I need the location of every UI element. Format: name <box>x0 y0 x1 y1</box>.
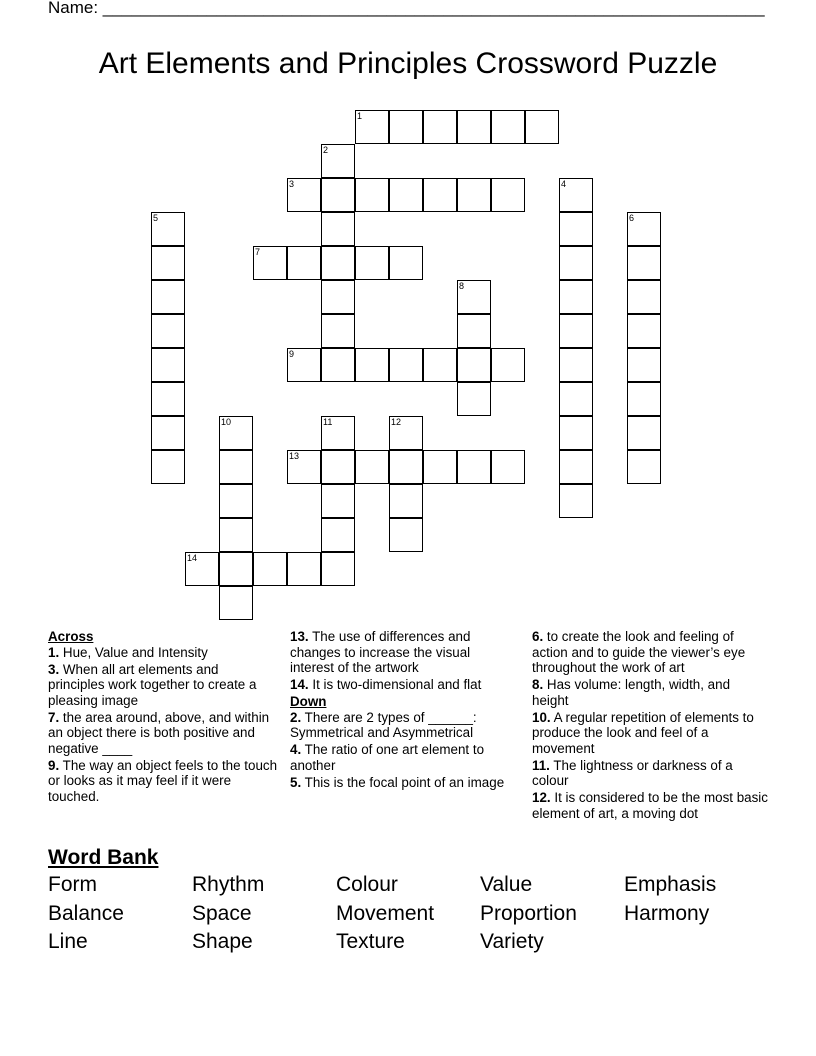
down-clue-2: 2. There are 2 types of ______: Symmetrical and Asymmetrical <box>290 709 477 740</box>
crossword-cell[interactable] <box>219 552 253 586</box>
crossword-cell[interactable] <box>457 382 491 416</box>
crossword-cell[interactable] <box>219 484 253 518</box>
crossword-cell[interactable] <box>287 246 321 280</box>
clues-column-3 <box>532 629 768 823</box>
word-bank-word: Proportion <box>480 902 577 925</box>
cell-number: 6 <box>629 213 635 223</box>
crossword-cell[interactable] <box>389 484 423 518</box>
crossword-cell[interactable] <box>321 348 355 382</box>
crossword-cell[interactable] <box>627 450 661 484</box>
across-clue-1: 1. Hue, Value and Intensity <box>48 644 208 660</box>
down-clue-4: 4. The ratio of one art element to another <box>290 742 485 773</box>
crossword-cell[interactable] <box>151 348 185 382</box>
crossword-cell[interactable] <box>355 110 389 144</box>
crossword-cell[interactable] <box>457 348 491 382</box>
crossword-cell[interactable] <box>321 450 355 484</box>
word-bank-word: Rhythm <box>192 873 265 896</box>
word-bank-word: Emphasis <box>624 873 717 896</box>
crossword-cell[interactable] <box>423 348 457 382</box>
across-heading: Across <box>48 629 94 644</box>
crossword-cell[interactable] <box>253 552 287 586</box>
crossword-cell[interactable] <box>287 450 321 484</box>
crossword-cell[interactable] <box>151 416 185 450</box>
crossword-cell[interactable] <box>457 110 491 144</box>
clues-column-2 <box>290 629 508 792</box>
crossword-cell[interactable] <box>151 280 185 314</box>
across-clue-9: 9. The way an object feels to the touch or looks as it may feel if it were touched. <box>48 757 278 804</box>
crossword-cell[interactable] <box>253 246 287 280</box>
cell-number: 11 <box>323 417 333 427</box>
crossword-cell[interactable] <box>151 212 185 246</box>
crossword-cell[interactable] <box>559 382 593 416</box>
cell-number: 8 <box>459 281 465 291</box>
crossword-cell[interactable] <box>389 246 423 280</box>
cell-number: 1 <box>357 111 363 121</box>
crossword-cell[interactable] <box>491 110 525 144</box>
cell-number: 5 <box>153 213 159 223</box>
crossword-cell[interactable] <box>355 450 389 484</box>
word-bank-word: Texture <box>336 930 405 953</box>
crossword-cell[interactable] <box>321 178 355 212</box>
crossword-cell[interactable] <box>389 450 423 484</box>
down-clue-11: 11. The lightness or darkness of a colour <box>532 757 733 788</box>
crossword-cell[interactable] <box>389 416 423 450</box>
crossword-cell[interactable] <box>491 348 525 382</box>
crossword-cell[interactable] <box>287 348 321 382</box>
crossword-cell[interactable] <box>287 552 321 586</box>
down-clue-8: 8. Has volume: length, width, and height <box>532 677 731 708</box>
clues-column-1 <box>48 629 278 806</box>
word-bank-word: Shape <box>192 930 253 953</box>
crossword-cell[interactable] <box>457 178 491 212</box>
crossword-cell[interactable] <box>491 178 525 212</box>
crossword-cell[interactable] <box>559 450 593 484</box>
crossword-cell[interactable] <box>287 178 321 212</box>
across-clue-3: 3. When all art elements and principles work together to create a pleasing image <box>48 661 257 708</box>
crossword-cell[interactable] <box>321 518 355 552</box>
crossword-cell[interactable] <box>627 314 661 348</box>
word-bank-word: Form <box>48 873 97 896</box>
crossword-cell[interactable] <box>559 348 593 382</box>
crossword-cell[interactable] <box>321 212 355 246</box>
crossword-cell[interactable] <box>423 178 457 212</box>
crossword-cell[interactable] <box>559 212 593 246</box>
crossword-cell[interactable] <box>219 416 253 450</box>
crossword-cell[interactable] <box>627 416 661 450</box>
crossword-cell[interactable] <box>355 178 389 212</box>
crossword-cell[interactable] <box>151 450 185 484</box>
down-clue-10: 10. A regular repetition of elements to produce the look and feel of a movement <box>532 709 754 756</box>
cell-number: 13 <box>289 451 300 461</box>
crossword-cell[interactable] <box>321 416 355 450</box>
crossword-cell[interactable] <box>559 416 593 450</box>
crossword-cell[interactable] <box>219 586 253 620</box>
crossword-cell[interactable] <box>151 246 185 280</box>
crossword-cell[interactable] <box>525 110 559 144</box>
name-field-label: Name: ______________________________________________________________________ <box>48 0 765 17</box>
crossword-cell[interactable] <box>457 314 491 348</box>
crossword-cell[interactable] <box>321 144 355 178</box>
crossword-cell[interactable] <box>185 552 219 586</box>
word-bank-word: Space <box>192 902 252 925</box>
down-clue-6: 6. to create the look and feeling of action and to guide the viewer’s eye throughout the work of art <box>532 629 746 675</box>
cell-number: 4 <box>561 179 567 189</box>
crossword-cell[interactable] <box>559 280 593 314</box>
down-heading: Down <box>290 694 327 709</box>
page-title: Art Elements and Principles Crossword Puzzle <box>98 47 718 80</box>
word-bank-word: Balance <box>48 902 124 925</box>
word-bank-word: Colour <box>336 873 398 896</box>
word-bank-word: Line <box>48 930 88 953</box>
crossword-cell[interactable] <box>627 348 661 382</box>
cell-number: 3 <box>289 179 295 189</box>
across-clue-14: 14. It is two-dimensional and flat <box>290 677 482 692</box>
down-clue-5: 5. This is the focal point of an image <box>290 774 505 790</box>
crossword-cell[interactable] <box>423 110 457 144</box>
crossword-cell[interactable] <box>321 314 355 348</box>
cell-number: 12 <box>391 417 402 427</box>
cell-number: 7 <box>255 247 261 257</box>
crossword-cell[interactable] <box>559 314 593 348</box>
down-clue-12: 12. It is considered to be the most basic element of art, a moving dot <box>532 790 768 821</box>
crossword-cell[interactable] <box>627 246 661 280</box>
word-bank-word: Harmony <box>624 902 710 925</box>
crossword-cell[interactable] <box>355 246 389 280</box>
crossword-cell[interactable] <box>389 110 423 144</box>
crossword-cell[interactable] <box>627 280 661 314</box>
crossword-cell[interactable] <box>219 518 253 552</box>
crossword-cell[interactable] <box>389 518 423 552</box>
crossword-cell[interactable] <box>627 382 661 416</box>
crossword-cell[interactable] <box>321 484 355 518</box>
crossword-cell[interactable] <box>151 382 185 416</box>
across-clue-7: 7. the area around, above, and within an object there is both positive and negative ____ <box>48 709 270 756</box>
crossword-cell[interactable] <box>559 484 593 518</box>
crossword-cell[interactable] <box>559 246 593 280</box>
cell-number: 10 <box>221 417 232 427</box>
word-bank-title: Word Bank <box>48 846 159 869</box>
crossword-cell[interactable] <box>389 178 423 212</box>
word-bank-word: Variety <box>480 930 544 953</box>
crossword-cell[interactable] <box>389 348 423 382</box>
crossword-cell[interactable] <box>321 246 355 280</box>
cell-number: 2 <box>323 145 329 155</box>
word-bank-word: Value <box>480 873 533 896</box>
cell-number: 14 <box>187 553 198 563</box>
crossword-cell[interactable] <box>321 280 355 314</box>
crossword-cell[interactable] <box>457 280 491 314</box>
crossword-cell[interactable] <box>321 552 355 586</box>
crossword-cell[interactable] <box>423 450 457 484</box>
crossword-cell[interactable] <box>627 212 661 246</box>
crossword-cell[interactable] <box>457 450 491 484</box>
crossword-cell[interactable] <box>559 178 593 212</box>
crossword-cell[interactable] <box>219 450 253 484</box>
crossword-cell[interactable] <box>151 314 185 348</box>
crossword-cell[interactable] <box>355 348 389 382</box>
across-clue-13: 13. The use of differences and changes to increase the visual interest of the artwork <box>290 629 471 675</box>
word-bank-word: Movement <box>336 902 435 925</box>
cell-number: 9 <box>289 349 295 359</box>
crossword-cell[interactable] <box>491 450 525 484</box>
